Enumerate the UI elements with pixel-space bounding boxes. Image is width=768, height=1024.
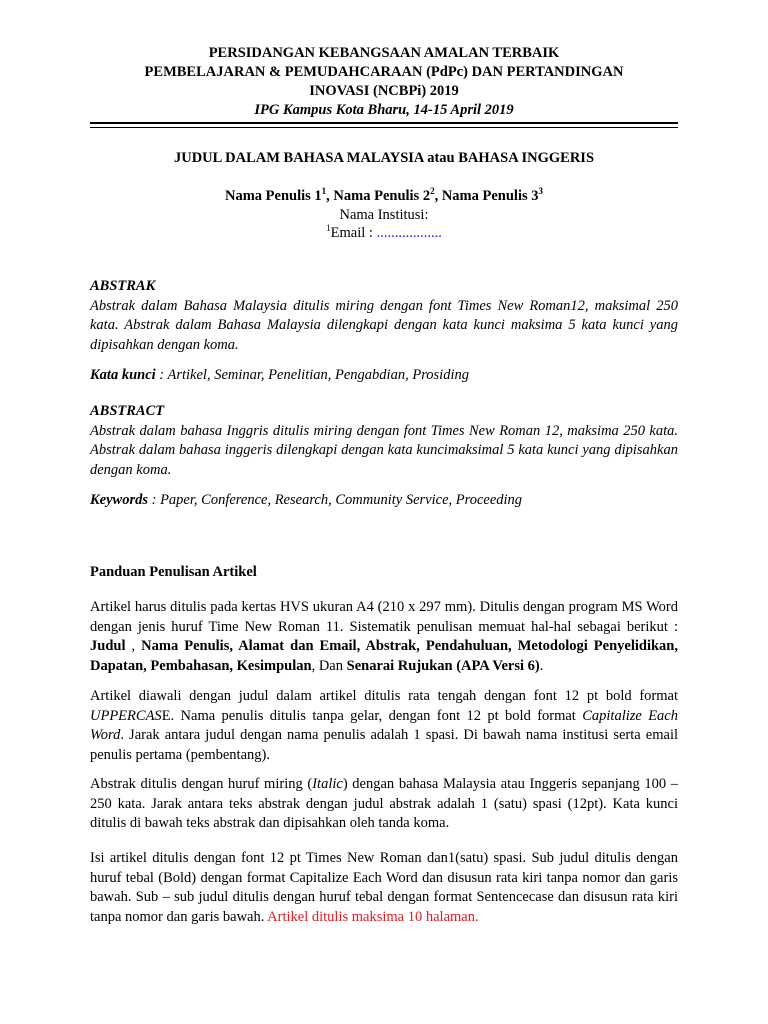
p1-bold-rujukan: Senarai Rujukan (APA Versi 6) [346,657,540,674]
guide-heading: Panduan Penulisan Artikel [90,564,257,580]
guide-paragraph-4 [90,849,678,927]
author-3-sup: 3 [538,186,543,196]
p3-text-b: ) dengan bahasa Malaysia atau Inggeris sepanjang 100 – 250 kata. Jarak antara teks abstrak dengan judul abstrak adalah 1 (satu) spasi (12pt). Kata kunci ditulis di bawah teks abstrak dan dipisahkan oleh tanda koma. [90,776,679,831]
author-2: , Nama Penulis 2 [326,188,431,204]
email-line [90,225,678,242]
abstract-text: Abstrak dalam bahasa Inggris ditulis miring dengan font Times New Roman 12, maksima 250 kata. Abstrak dalam bahasa inggeris dilengkapi dengan kata kuncimaksimal 5 kata kunci yang dipisahkan dengan koma. [90,422,678,478]
abstrak-heading: ABSTRAK [90,278,156,294]
abstract-section [90,402,678,480]
kata-kunci [90,366,678,386]
guide-paragraph-2 [90,687,678,765]
author-2-sup: 2 [430,186,435,196]
keywords-text: : Paper, Conference, Research, Community Service, Proceeding [148,492,523,508]
header-venue-date: IPG Kampus Kota Bharu, 14-15 April 2019 [254,102,514,118]
p1-text-d: , Dan [311,657,347,674]
abstract-heading: ABSTRACT [90,403,165,419]
author-3: , Nama Penulis 3 [434,188,539,204]
abstrak-section [90,277,678,355]
header-rule-thin [90,127,678,128]
header-line-1: PERSIDANGAN KEBANGSAAN AMALAN TERBAIK [208,45,560,61]
p3-text-a: Abstrak ditulis dengan huruf miring ( [90,776,313,792]
guide-paragraph-3 [90,775,678,834]
p2-italic-capitalize: Capitalize Each Word [90,707,678,743]
paper-title: JUDUL DALAM BAHASA MALAYSIA atau BAHASA INGGERIS [173,150,595,166]
p2-text-c: . Jarak antara judul dengan nama penulis adalah 1 spasi. Di bawah nama institusi serta email penulis pertama (pembentang). [90,727,678,763]
author-1: Nama Penulis 1 [224,188,322,204]
p1-bold-sections: Nama Penulis, Alamat dan Email, Abstrak, Pendahuluan, Metodologi Penyelidikan, Dapatan, Pembahasan, Kesimpulan [90,638,678,674]
header-line-2: PEMBELAJARAN & PEMUDAHCARAAN (PdPc) DAN PERTANDINGAN [144,64,624,80]
header-rule-thick [90,122,678,124]
email-link[interactable]: .................. [376,225,442,241]
p1-text-a: Artikel harus ditulis pada kertas HVS ukuran A4 (210 x 297 mm). Ditulis dengan program MS Word dengan jenis huruf Time New Roman 11. Sistematik penulisan memuat hal-hal sebagai berikut : [90,599,678,635]
p1-bold-judul: Judul [90,638,126,654]
guide-paragraph-1 [90,598,678,676]
kata-kunci-text: : Artikel, Seminar, Penelitian, Pengabdian, Prosiding [155,367,469,383]
header-line-3: INOVASI (NCBPi) 2019 [309,83,459,99]
abstrak-text: Abstrak dalam Bahasa Malaysia ditulis miring dengan font Times New Roman12, maksimal 250 kata. Abstrak dalam Bahasa Malaysia dilengkapi dengan kata kunci maksima 5 kata kunci yang dipisahkan dengan koma. [90,297,678,353]
p3-italic: Italic [312,776,343,792]
email-sup: 1 [326,223,331,233]
author-1-sup: 1 [321,186,327,196]
institution: Nama Institusi: [339,207,429,223]
conference-header [90,44,678,120]
p2-italic-uppercase: UPPERCAS [90,707,162,724]
keywords [90,491,678,511]
p2-text-a: Artikel diawali dengan judul dalam artikel ditulis rata tengah dengan font 12 pt bold format [90,688,678,704]
p4-red-note: Artikel ditulis maksima 10 halaman. [267,908,479,925]
p4-text-a: Isi artikel ditulis dengan font 12 pt Times New Roman dan1(satu) spasi. Sub judul ditulis dengan huruf tebal (Bold) dengan format Capitalize Each Word dan disusun rata kiri tanpa nomor dan garis bawah. Sub – sub judul ditulis dengan huruf tebal dengan format Sentencecase dan disusun rata kiri tanpa nomor dan garis bawah. [90,850,678,925]
kata-kunci-label: Kata kunci [90,367,156,383]
author-list [90,188,678,205]
email-label: Email : [330,225,377,241]
keywords-label: Keywords [90,492,148,508]
p2-text-b: E. Nama penulis ditulis tanpa gelar, dengan font 12 pt bold format [161,707,583,724]
p1-text-c: , [125,638,142,654]
p1-text-e: . [539,657,544,674]
